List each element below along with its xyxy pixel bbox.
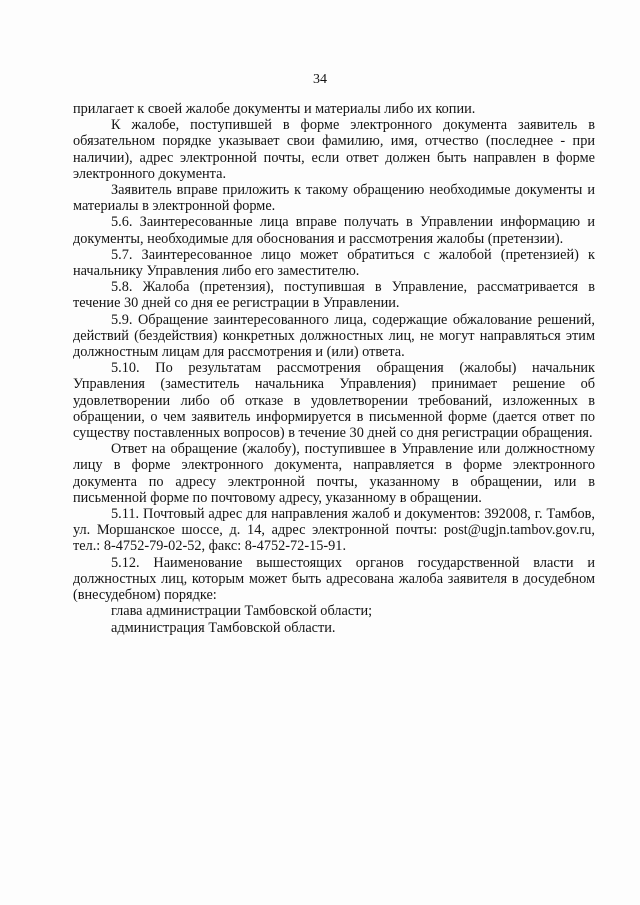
- paragraph-5-6: 5.6. Заинтересованные лица вправе получать в Управлении информацию и документы, необходимые для обоснования и рассмотрения жалобы (претензии).: [73, 214, 595, 247]
- body-text: [73, 101, 595, 636]
- paragraph-electronic-complaint: К жалобе, поступившей в форме электронного документа заявитель в обязательном порядке указывает свои фамилию, имя, отчество (последнее - при наличии), адрес электронной почты, если ответ должен быть направлен в форме электронного документа.: [73, 117, 595, 182]
- list-item-administration: администрация Тамбовской области.: [111, 619, 336, 636]
- paragraph-5-8: 5.8. Жалоба (претензия), поступившая в Управление, рассматривается в течение 30 дней со дня ее регистрации в Управлении.: [73, 279, 595, 312]
- list-item-governor: глава администрации Тамбовской области;: [111, 603, 373, 620]
- paragraph-5-7: 5.7. Заинтересованное лицо может обратиться с жалобой (претензией) к начальнику Управления либо его заместителю.: [73, 246, 595, 280]
- paragraph-attach-documents: Заявитель вправе приложить к такому обращению необходимые документы и материалы в электронной форме.: [73, 182, 595, 215]
- paragraph-5-12: 5.12. Наименование вышестоящих органов государственной власти и должностных лиц, которым может быть адресована жалоба заявителя в досудебном (внесудебном) порядке:: [73, 554, 595, 604]
- paragraph-5-10: 5.10. По результатам рассмотрения обращения (жалобы) начальник Управления (заместитель начальника Управления) принимает решение об удовлетворении либо об отказе в удовлетворении требований, изложенных в обращении, о чем заявитель информируется в письменной форме (дается ответ по существу поставленных вопросов) в течение 30 дней со дня регистрации обращения.: [73, 360, 595, 442]
- page-number: 34: [313, 72, 327, 87]
- paragraph-5-9: 5.9. Обращение заинтересованного лица, содержащие обжалование решений, действий (бездействия) конкретных должностных лиц, не могут направляться этим должностным лицам для рассмотрения и (или) ответа.: [73, 311, 595, 361]
- paragraph-5-11: 5.11. Почтовый адрес для направления жалоб и документов: 392008, г. Тамбов, ул. Моршанское шоссе, д. 14, адрес электронной почты: post@ugjn.tambov.gov.ru, тел.: 8-4752-79-02-52, факс: 8-4752-72-15-91.: [73, 506, 595, 555]
- paragraph-response-delivery: Ответ на обращение (жалобу), поступившее в Управление или должностному лицу в форме электронного документа, направляется в форме электронного документа по адресу электронной почты, указанному в обращении, или в письменной форме по почтовому адресу, указанному в обращении.: [73, 441, 595, 506]
- paragraph-continuation: прилагает к своей жалобе документы и материалы либо их копии.: [73, 101, 476, 117]
